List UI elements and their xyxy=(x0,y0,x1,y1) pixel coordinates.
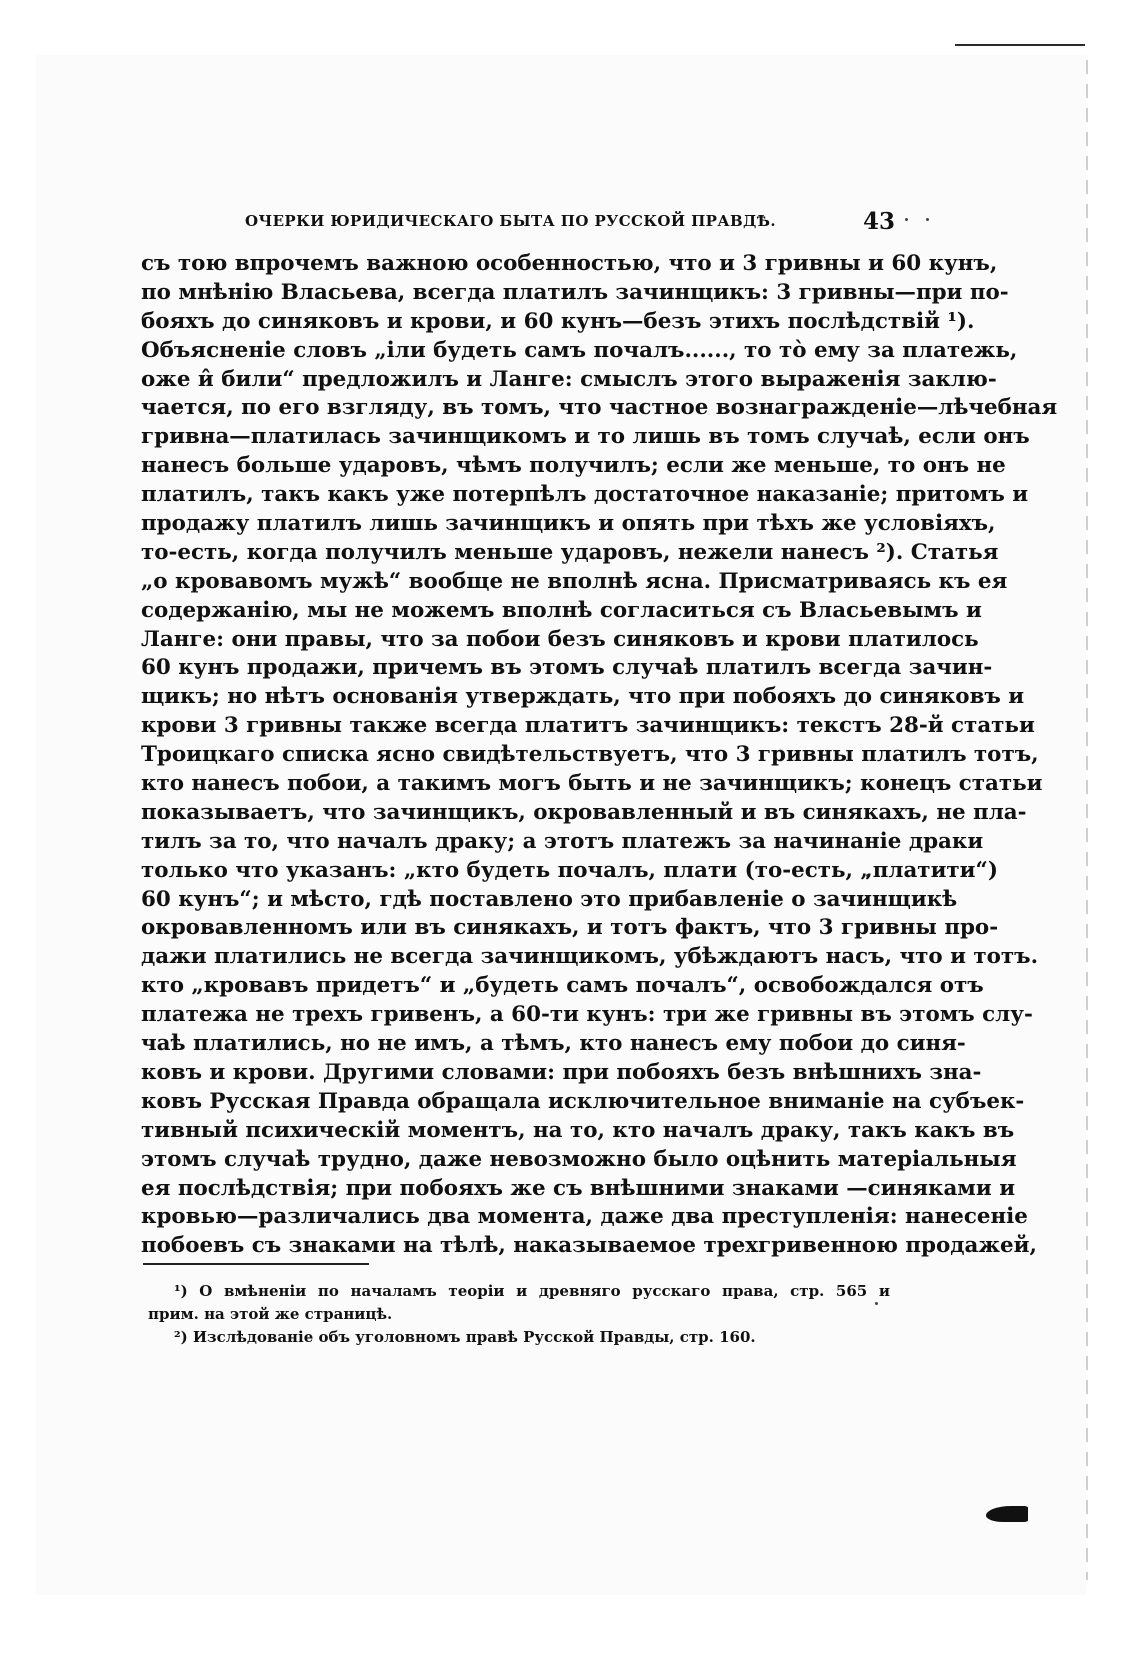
footnote-separator xyxy=(143,1263,369,1265)
running-head: ОЧЕРКИ ЮРИДИЧЕСКАГО БЫТА ПО РУССКОЙ ПРАВДѢ. xyxy=(245,212,776,230)
scan-speck xyxy=(926,218,929,221)
scan-speck xyxy=(905,218,908,221)
text-line: Троицкаго списка ясно свидѣтельствуетъ, что 3 гривны платилъ тотъ, xyxy=(141,742,1039,768)
text-line: 60 кунъ продажи, причемъ въ этомъ случаѣ платилъ всегда зачин- xyxy=(141,655,993,681)
text-line: кто „кровавъ придетъ“ и „будеть самъ почалъ“, освобождался отъ xyxy=(141,973,984,999)
scan-right-edge xyxy=(1086,60,1088,1580)
text-line: ковъ и крови. Другими словами: при побояхъ безъ внѣшнихъ зна- xyxy=(141,1059,982,1085)
text-line: только что указанъ: „кто будеть почалъ, плати (то-есть, „платити“) xyxy=(141,857,998,883)
footnotes xyxy=(148,1280,890,1349)
text-line: „о кровавомъ мужѣ“ вообще не вполнѣ ясна. Присматриваясь къ ея xyxy=(141,568,1008,594)
text-line: Ланге: они правы, что за побои безъ синяковъ и крови платилось xyxy=(141,626,979,652)
text-line: оже и̂ били“ предложилъ и Ланге: смыслъ этого выраженія заклю- xyxy=(141,366,997,392)
footnote-2: ²) Изслѣдованіе объ уголовномъ правѣ Русской Правды, стр. 160. xyxy=(174,1328,756,1346)
page-number: 43 xyxy=(862,208,895,235)
text-line: чается, по его взгляду, въ томъ, что частное вознагражденіе—лѣчебная xyxy=(141,395,1058,421)
text-line: 60 кунъ“; и мѣсто, гдѣ поставлено это прибавленіе о зачинщикѣ xyxy=(141,886,958,912)
body-text xyxy=(141,250,1058,1261)
text-line: тивный психическій моментъ, на то, кто началъ драку, такъ какъ въ xyxy=(141,1117,1015,1143)
text-line: платежа не трехъ гривенъ, а 60-ти кунъ: три же гривны въ этомъ слу- xyxy=(141,1002,1033,1028)
text-line: дажи платились не всегда зачинщикомъ, убѣждаютъ насъ, что и тотъ. xyxy=(141,944,1039,970)
text-line: побоевъ съ знаками на тѣлѣ, наказываемое трехгривенною продажей, xyxy=(141,1233,1037,1259)
page-header xyxy=(245,208,895,238)
scan-artifact xyxy=(986,1506,1028,1522)
text-line: по мнѣнію Власьева, всегда платилъ зачинщикъ: 3 гривны—при по- xyxy=(141,279,1009,305)
scan-edge-rule xyxy=(955,44,1085,46)
text-line: чаѣ платились, но не имъ, а тѣмъ, кто нанесъ ему побои до синя- xyxy=(141,1031,966,1057)
text-line: бояхъ до синяковъ и крови, и 60 кунъ—безъ этихъ послѣдствій ¹). xyxy=(141,308,975,334)
text-line: гривна—платилась зачинщикомъ и то лишь въ томъ случаѣ, если онъ xyxy=(141,424,1030,450)
text-line: платилъ, такъ какъ уже потерпѣлъ достаточное наказаніе; притомъ и xyxy=(141,482,1029,508)
text-line: съ тою впрочемъ важною особенностью, что и 3 гривны и 60 кунъ, xyxy=(141,251,998,276)
text-line: продажу платилъ лишь зачинщикъ и опять при тѣхъ же условіяхъ, xyxy=(141,511,996,537)
text-line: окровавленномъ или въ синякахъ, и тотъ фактъ, что 3 гривны про- xyxy=(141,915,999,941)
text-line: нанесъ больше ударовъ, чѣмъ получилъ; если же меньше, то онъ не xyxy=(141,453,1006,479)
footnote-1-continuation: прим. на этой же страницѣ. xyxy=(148,1305,393,1323)
text-line: показываетъ, что зачинщикъ, окровавленный и въ синякахъ, не пла- xyxy=(141,799,1027,825)
text-line: то-есть, когда получилъ меньше ударовъ, нежели нанесъ ²). Статья xyxy=(141,539,999,565)
text-line: крови 3 гривны также всегда платитъ зачинщикъ: текстъ 28-й статьи xyxy=(141,713,1035,739)
text-line: кровью—различались два момента, даже два преступленія: нанесеніе xyxy=(141,1204,1028,1230)
text-line: кто нанесъ побои, а такимъ могъ быть и не зачинщикъ; конецъ статьи xyxy=(141,771,1043,797)
footnote-1: ¹) О вмѣненіи по началамъ теоріи и древняго русскаго права, стр. 565 и xyxy=(174,1282,890,1300)
text-line: Объясненіе словъ „іли будеть самъ почалъ......, то то̀ ему за платежь, xyxy=(141,337,1018,363)
text-line: ея послѣдствія; при побояхъ же съ внѣшними знаками —синяками и xyxy=(141,1175,1016,1201)
text-line: тилъ за то, что началъ драку; а этотъ платежъ за начинаніе драки xyxy=(141,828,984,854)
text-line: содержанію, мы не можемъ вполнѣ согласиться съ Власьевымъ и xyxy=(141,597,982,623)
text-line: этомъ случаѣ трудно, даже невозможно было оцѣнить матеріальныя xyxy=(141,1146,1017,1172)
text-line: ковъ Русская Правда обращала исключительное вниманіе на субъек- xyxy=(141,1088,1025,1114)
text-line: щикъ; но нѣтъ основанія утверждать, что при побояхъ до синяковъ и xyxy=(141,684,1025,710)
